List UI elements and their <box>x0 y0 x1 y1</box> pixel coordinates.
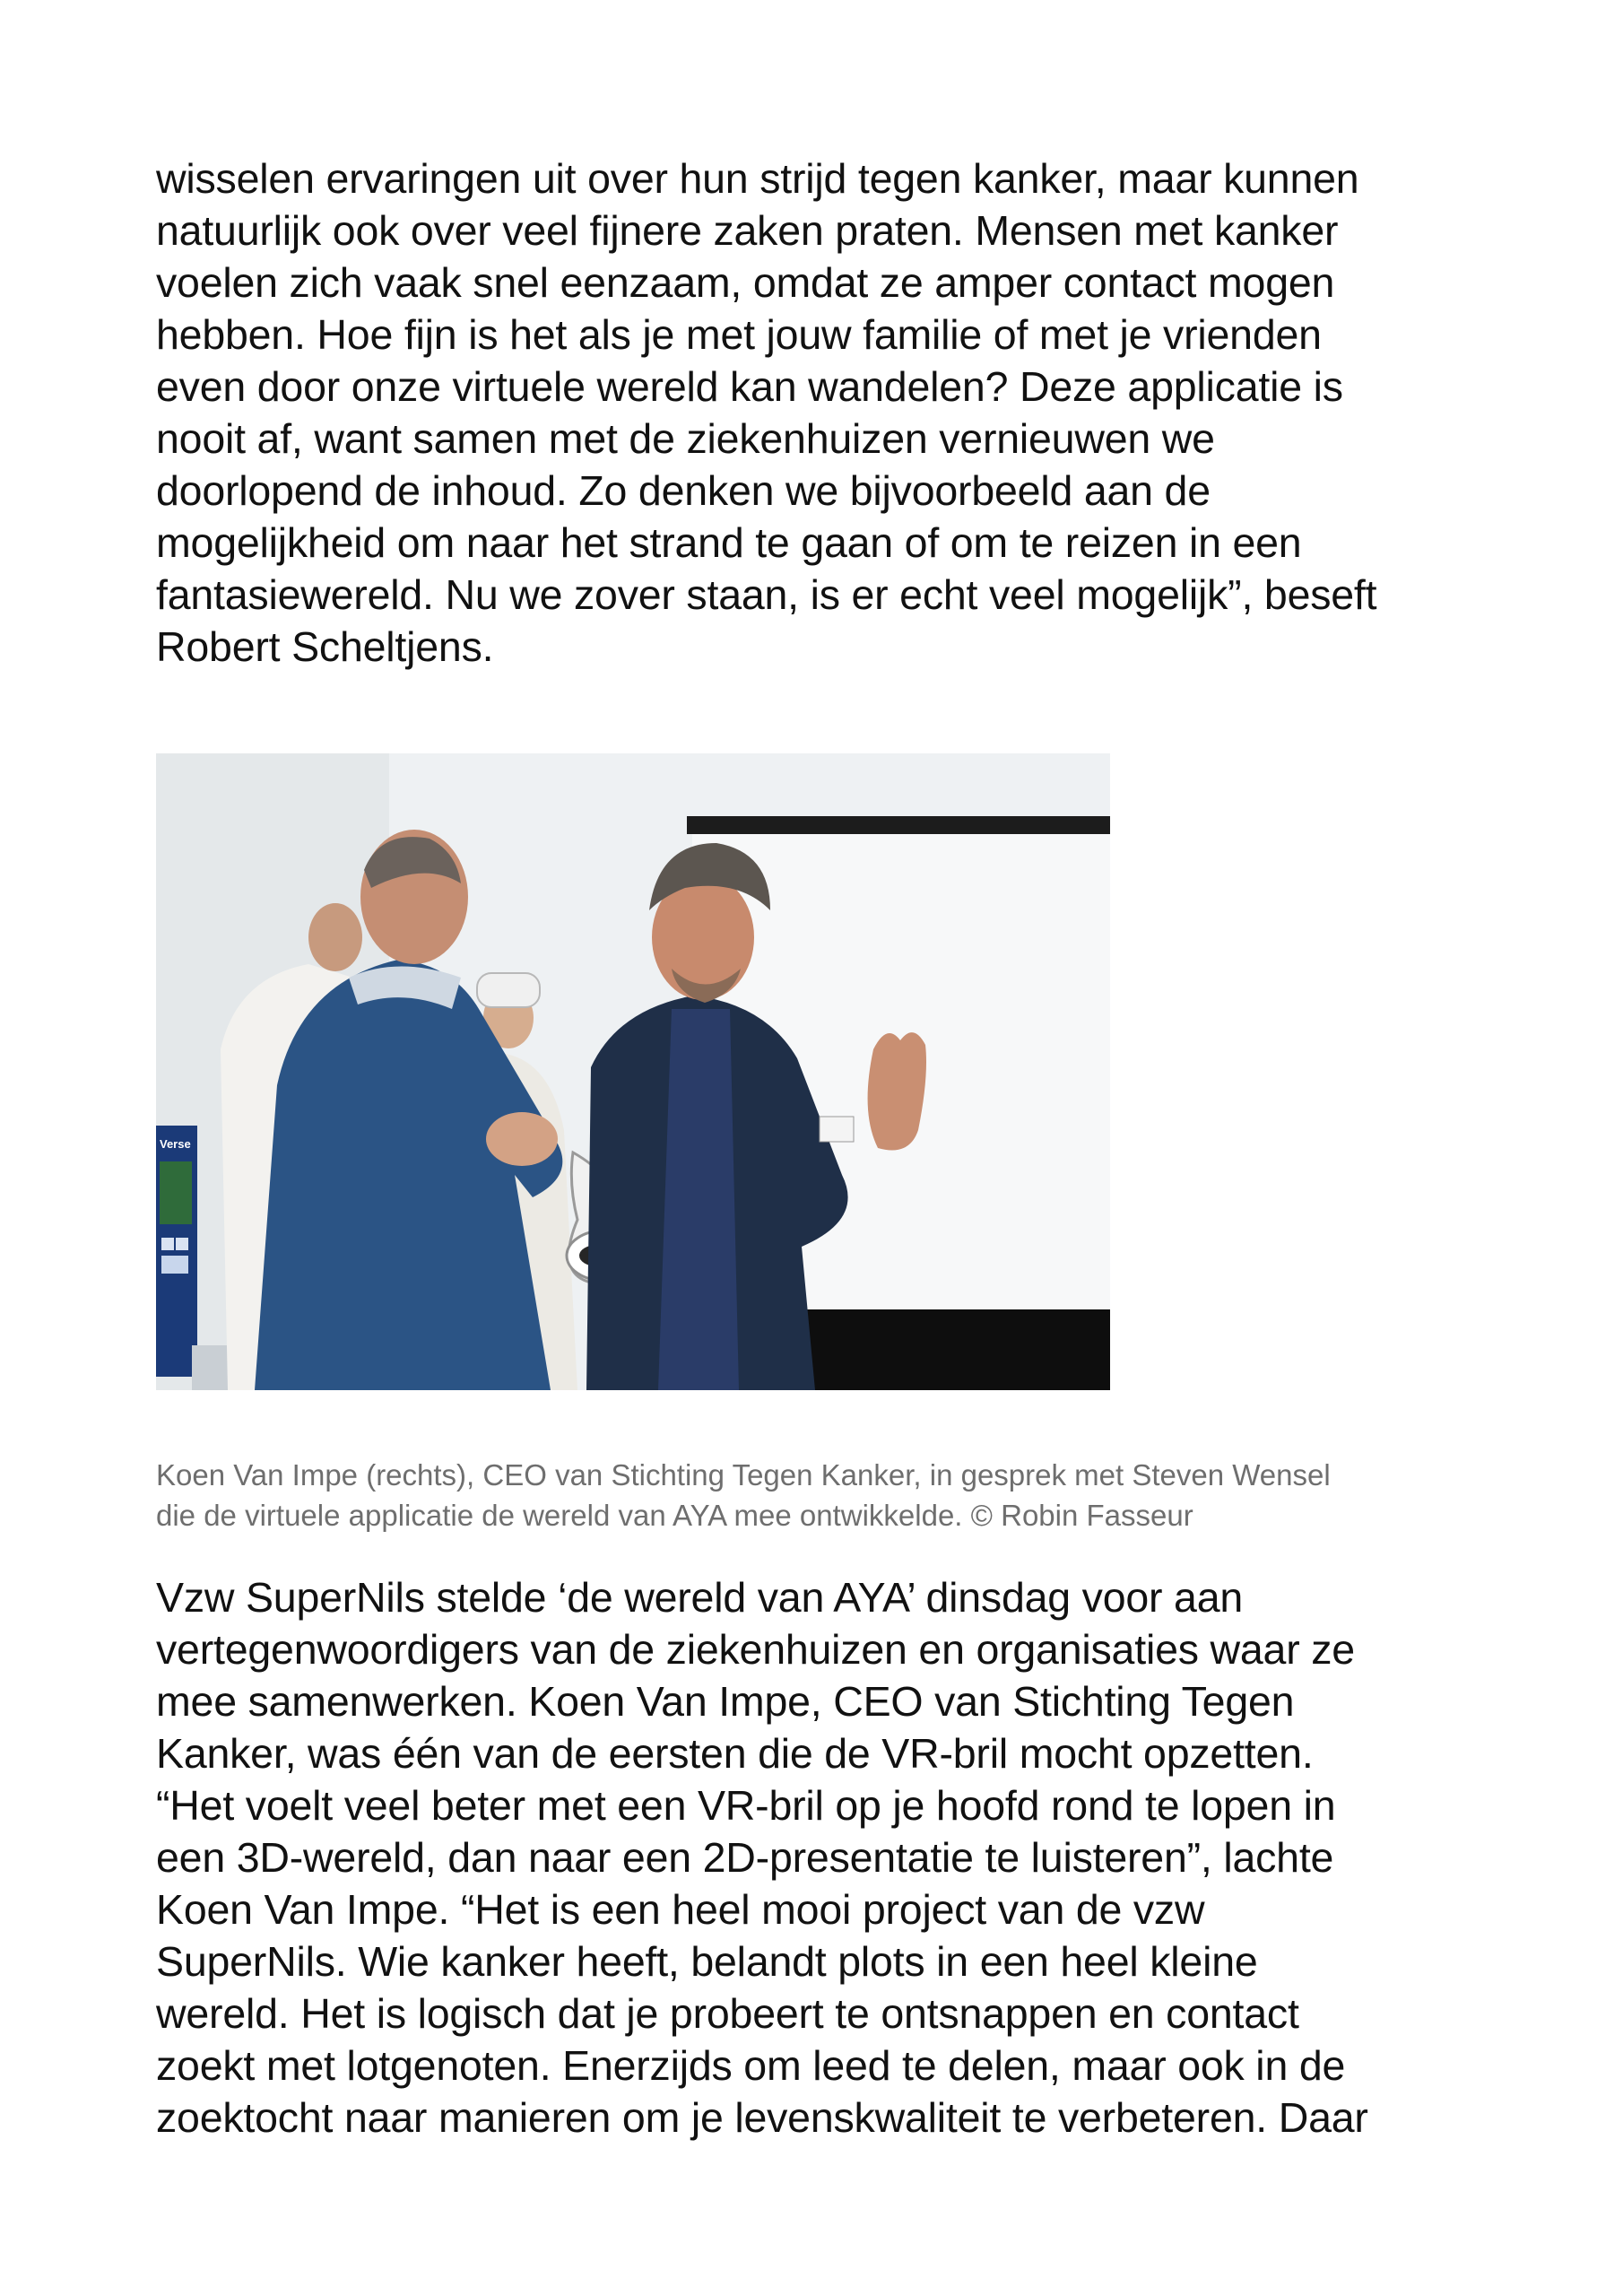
article-photo <box>156 753 1110 1390</box>
body-paragraph-1: wisselen ervaringen uit over hun strijd tegen kanker, maar kunnen natuurlijk ook over veel fijnere zaken praten. Mensen met kanker voelen zich vaak snel eenzaam, omdat ze amper contact mogen hebben. Hoe fijn is het als je met jouw familie of met je vrienden even door onze virtuele wereld kan wandelen? Deze applicatie is nooit af, want samen met de ziekenhuizen vernieuwen we doorlopend de inhoud. Zo denken we bijvoorbeeld aan de mogelijkheid om naar het strand te gaan of om te reizen in een fantasiewereld. Nu we zover staan, is er echt veel mogelijk”, beseft Robert Scheltjens. <box>156 155 1377 670</box>
photo-caption: Koen Van Impe (rechts), CEO van Stichting Tegen Kanker, in gesprek met Steven Wensel die de virtuele applicatie de wereld van AYA mee ontwikkelde. © Robin Fasseur <box>156 1458 1331 1532</box>
poster <box>156 1126 197 1377</box>
body-paragraph-2: Vzw SuperNils stelde ‘de wereld van AYA’ dinsdag voor aan vertegenwoordigers van de ziekenhuizen en organisaties waar ze mee samenwerken. Koen Van Impe, CEO van Stichting Tegen Kanker, was één van de eersten die de VR-bril mocht opzetten. “Het voelt veel beter met een VR-bril op je hoofd rond te lopen in een 3D-wereld, dan naar een 2D-presentatie te luisteren”, lachte Koen Van Impe. “Het is een heel mooi project van de vzw SuperNils. Wie kanker heeft, belandt plots in een heel kleine wereld. Het is logisch dat je probeert te ontsnappen en contact zoekt met lotgenoten. Enerzijds om leed te delen, maar ook in de zoektocht naar manieren om je levenskwaliteit te verbeteren. Daar <box>156 1574 1368 2141</box>
photo-illustration <box>156 753 1110 1390</box>
poster-label: Verse <box>160 1137 191 1151</box>
